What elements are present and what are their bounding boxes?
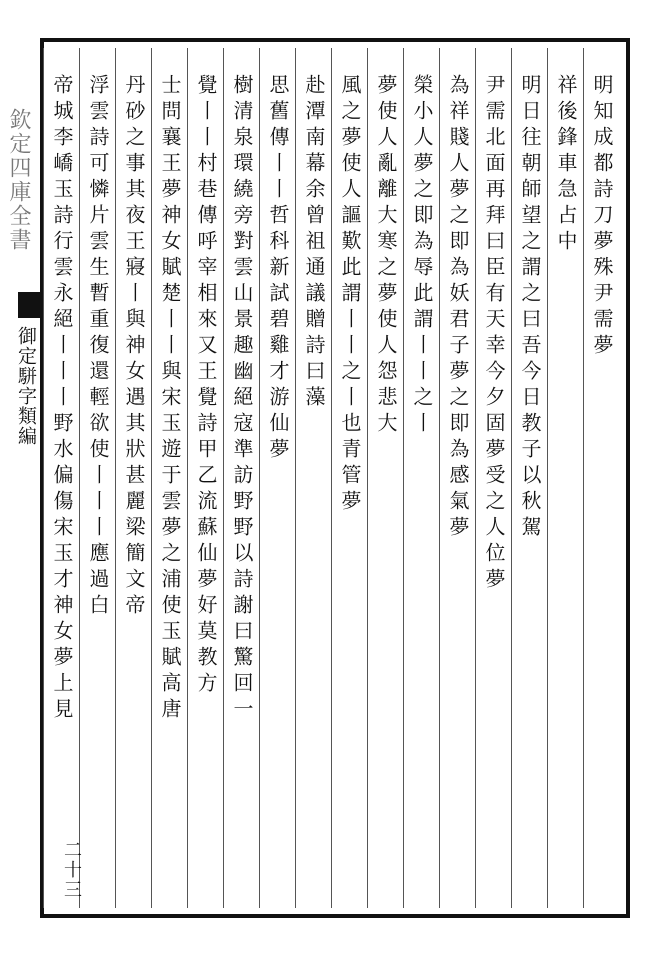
column-text: 為祥賤人夢之即為妖君子夢之即為感氣夢 <box>446 74 470 542</box>
column-text: 明日往朝師望之謂之曰吾今日教子以秋駕 <box>518 74 542 542</box>
text-column <box>259 48 296 908</box>
column-text: 丹砂之事其夜王寢丨與神女遇其狀甚麗梁簡文帝 <box>122 74 146 620</box>
text-area <box>50 48 620 908</box>
text-column <box>295 48 332 908</box>
spine-fragment: 欽定四庫全書 <box>6 108 31 252</box>
spine-title: 御定駢字類編 <box>15 326 37 446</box>
text-column <box>547 48 584 908</box>
spine-tab-mark <box>18 292 40 318</box>
page-number: 二十三 <box>61 840 82 900</box>
column-text: 赴潭南幕余曾祖通議贈詩曰藻 <box>302 74 326 412</box>
text-column <box>439 48 476 908</box>
text-column <box>79 48 116 908</box>
text-column <box>223 48 260 908</box>
column-text: 祥後鋒車急占中 <box>554 74 578 256</box>
text-column <box>115 48 152 908</box>
column-text: 思舊傳丨丨哲科新試碧雞才游仙夢 <box>266 74 290 464</box>
text-column <box>403 48 440 908</box>
text-column <box>43 48 80 908</box>
text-column <box>511 48 548 908</box>
column-text: 士問襄王夢神女賦楚丨丨與宋玉遊于雲夢之浦使玉賦高唐 <box>158 74 182 724</box>
column-text: 風之夢使人謳歎此謂丨丨之丨也青管夢 <box>338 74 362 516</box>
text-column <box>475 48 512 908</box>
book-spine <box>0 0 40 955</box>
text-column <box>367 48 404 908</box>
column-text: 覺丨丨村巷傳呼宰相來又王覺詩甲乙流蘇仙夢好莫教方 <box>194 74 218 698</box>
text-column <box>331 48 368 908</box>
text-column <box>151 48 188 908</box>
column-text: 榮小人夢之即為辱此謂丨丨之丨 <box>410 74 434 438</box>
page-frame <box>40 38 630 918</box>
text-column <box>583 48 620 908</box>
column-text: 浮雲詩可憐片雲生暫重復還輕欲使丨丨丨應過白 <box>86 74 110 620</box>
column-text: 明知成都詩刀夢殊尹需夢 <box>590 74 614 360</box>
column-text: 夢使人亂離大寒之夢使人怨悲大 <box>374 74 398 438</box>
text-column <box>187 48 224 908</box>
column-text: 帝城李嶠玉詩行雲永絕丨丨丨野水偏傷宋玉才神女夢上見 <box>50 74 74 724</box>
column-text: 尹需北面再拜曰臣有天幸今夕固夢受之人位夢 <box>482 74 506 594</box>
column-text: 樹清泉環繞旁對雲山景趣幽絕寇準訪野野以詩謝曰驚回一 <box>230 74 254 724</box>
